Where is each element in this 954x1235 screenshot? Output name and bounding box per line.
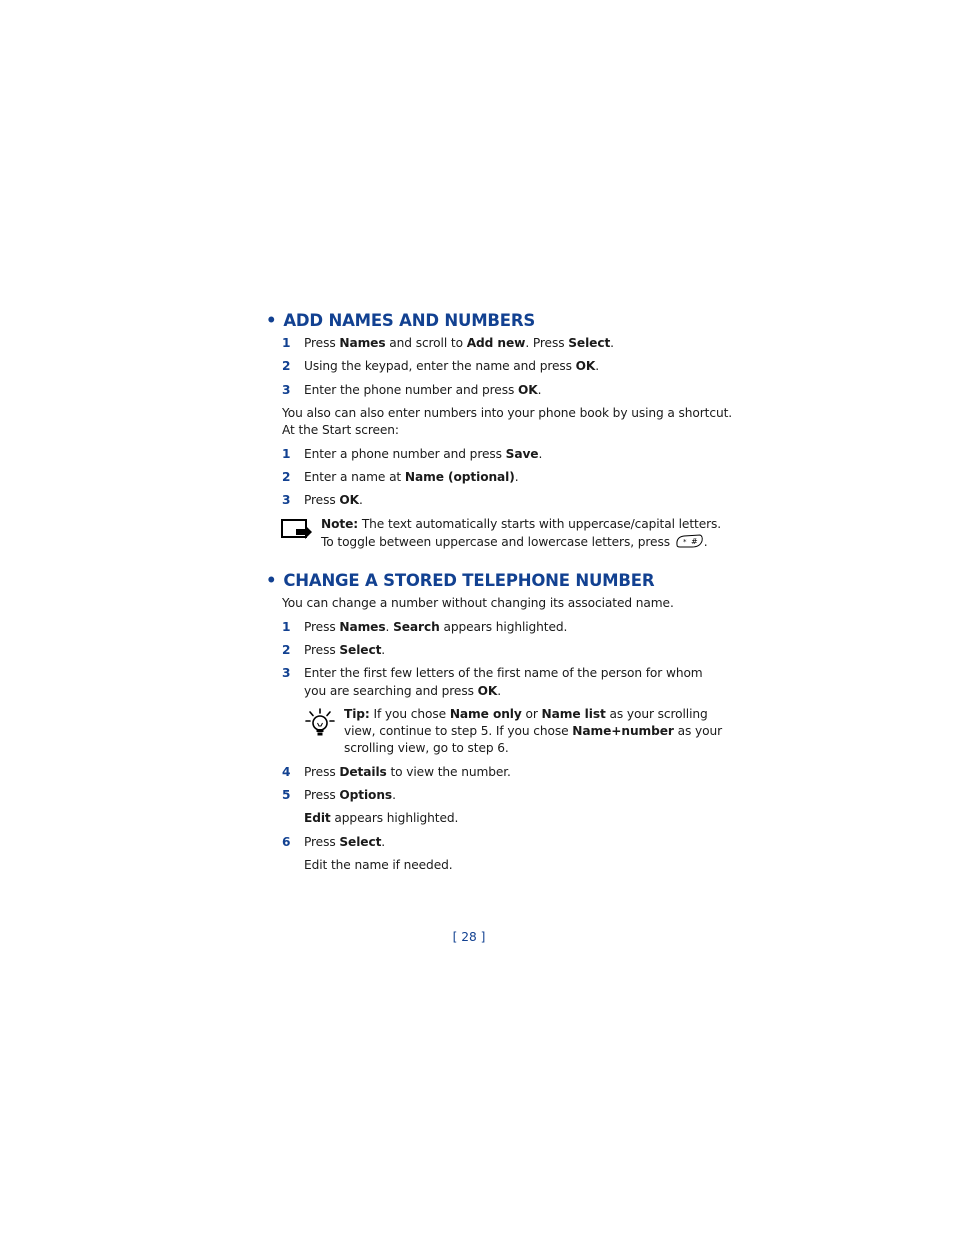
note-label: Note: bbox=[321, 517, 359, 531]
step-number: 6 bbox=[282, 835, 291, 849]
lightbulb-icon bbox=[305, 708, 335, 738]
step-subtext: Edit the name if needed. bbox=[304, 858, 453, 872]
step-text: Press Names. Search appears highlighted. bbox=[304, 620, 568, 634]
note-icon bbox=[281, 519, 313, 541]
heading-text: ADD NAMES AND NUMBERS bbox=[283, 311, 536, 330]
heading-bullet: • bbox=[266, 311, 277, 330]
heading-bullet: • bbox=[266, 571, 277, 590]
step-text: you are searching and press OK. bbox=[304, 684, 501, 698]
step-text: Press Names and scroll to Add new. Press Select. bbox=[304, 336, 614, 350]
step-number: 4 bbox=[282, 765, 291, 779]
step-subtext: Edit appears highlighted. bbox=[304, 811, 459, 825]
step-number: 1 bbox=[282, 620, 291, 634]
step-number: 5 bbox=[282, 788, 291, 802]
step-text: Press OK. bbox=[304, 493, 363, 507]
section-heading-change-number bbox=[266, 571, 654, 590]
note-line: Note: The text automatically starts with uppercase/capital letters. bbox=[321, 517, 722, 531]
step-text: Press Options. bbox=[304, 788, 396, 802]
step-number: 3 bbox=[282, 666, 291, 680]
tip-line: Tip: If you chose Name only or Name list as your scrolling bbox=[344, 707, 708, 721]
step-text: Enter a phone number and press Save. bbox=[304, 447, 543, 461]
body-paragraph-line: You can change a number without changing its associated name. bbox=[282, 596, 674, 610]
step-number: 3 bbox=[282, 383, 291, 397]
step-text: Enter the first few letters of the first name of the person for whom bbox=[304, 666, 703, 680]
step-text: Press Select. bbox=[304, 835, 386, 849]
heading-text: CHANGE A STORED TELEPHONE NUMBER bbox=[283, 571, 655, 590]
step-text: Press Select. bbox=[304, 643, 386, 657]
step-number: 2 bbox=[282, 359, 291, 373]
step-text: Press Details to view the number. bbox=[304, 765, 511, 779]
step-number: 2 bbox=[282, 470, 291, 484]
step-number: 2 bbox=[282, 643, 291, 657]
svg-text:*: * bbox=[682, 538, 687, 546]
body-paragraph-line: At the Start screen: bbox=[282, 423, 399, 437]
step-text: Enter the phone number and press OK. bbox=[304, 383, 542, 397]
svg-text:#: # bbox=[690, 537, 698, 546]
star-hash-key-icon bbox=[674, 533, 704, 549]
step-number: 3 bbox=[282, 493, 291, 507]
tip-label: Tip: bbox=[344, 707, 370, 721]
step-number: 1 bbox=[282, 447, 291, 461]
tip-line: view, continue to step 5. If you chose Name+number as your bbox=[344, 724, 722, 738]
step-text: Enter a name at Name (optional). bbox=[304, 470, 519, 484]
body-paragraph-line: You also can also enter numbers into your phone book by using a shortcut. bbox=[282, 406, 733, 420]
tip-line: scrolling view, go to step 6. bbox=[344, 741, 509, 755]
note-line: To toggle between uppercase and lowercase letters, press * # . bbox=[321, 535, 708, 549]
page-number: [ 28 ] bbox=[452, 930, 486, 944]
step-text: Using the keypad, enter the name and press OK. bbox=[304, 359, 600, 373]
step-number: 1 bbox=[282, 336, 291, 350]
section-heading-add-names bbox=[266, 311, 535, 330]
